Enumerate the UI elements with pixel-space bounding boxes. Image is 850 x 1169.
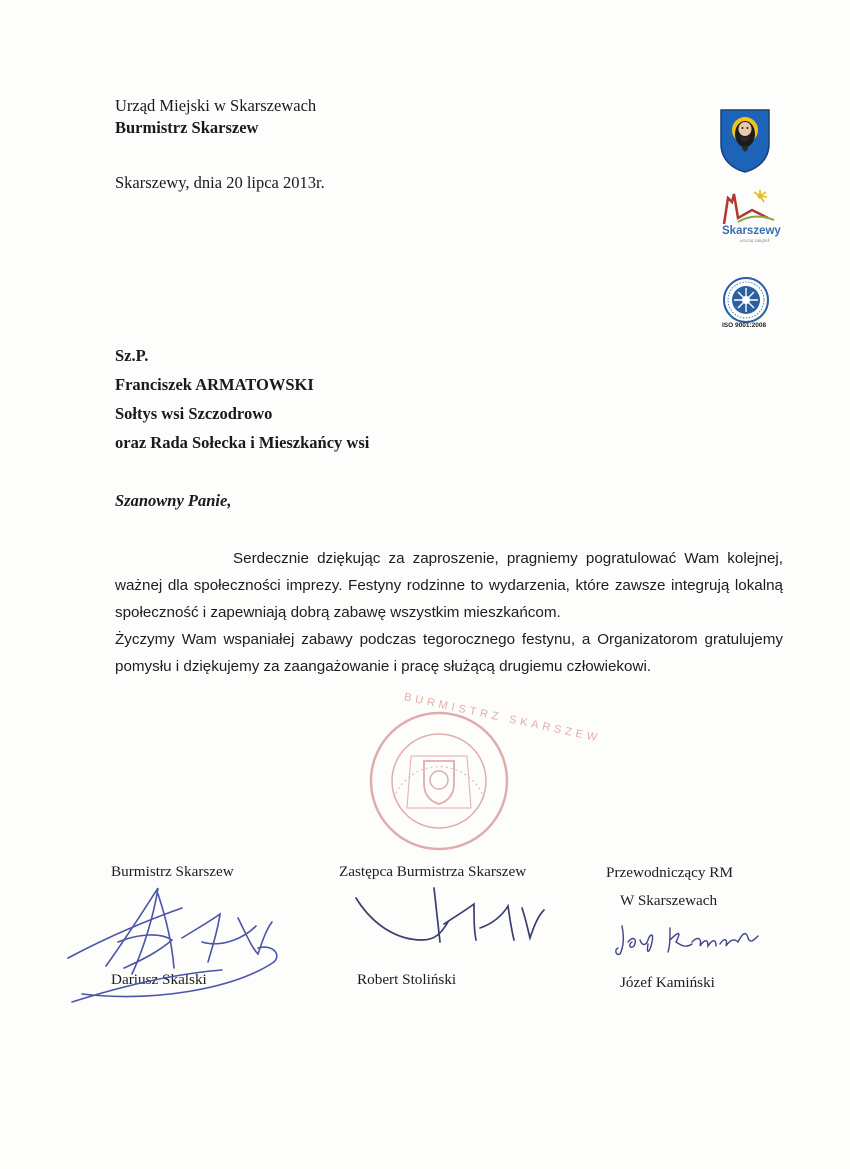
town-logo [718,188,788,248]
recipient-honorific: Sz.P. [115,346,149,365]
signatory-2-title: Zastępca Burmistrza Skarszew [339,863,527,880]
town-logo-tagline: urocza zakątek [740,239,770,244]
town-skyline-icon [718,188,788,226]
town-logo-text: Skarszewy [722,225,781,237]
signatory-3-title-line2: W Skarszewach [620,892,718,909]
date-line: Skarszewy, dnia 20 lipca 2013r. [115,173,325,192]
signature-3-icon [612,920,762,960]
signatory-3-name: Józef Kamiński [620,974,715,991]
body-paragraph-1: Serdecznie dziękując za zaproszenie, pragniemy pogratulować Wam kolejnej, ważnej dla społeczności imprezy. Festyny rodzinne to wydarzenia, które zawsze integrują lokalną społeczność i zapewniają dobrą zabawę wszystkim mieszkańcom. [115,550,783,621]
recipient-name: Franciszek ARMATOWSKI [115,375,314,394]
letter-body [115,545,783,680]
signature-1-icon [62,878,290,1006]
recipient-council: oraz Rada Sołecka i Mieszkańcy wsi [115,433,370,452]
stamp-ring-text: BURMISTRZ SKARSZEW [402,691,603,745]
signatory-3-title: Przewodniczący RM [606,864,733,881]
signatory-1-name: Dariusz Skalski [111,971,207,988]
recipient-role: Sołtys wsi Szczodrowo [115,404,273,423]
mayor-title: Burmistrz Skarszew [115,118,259,137]
signatory-1-title: Burmistrz Skarszew [111,863,234,880]
salutation: Szanowny Panie, [115,491,232,510]
signatory-2-name: Robert Stoliński [357,971,457,988]
iso-certification-icon [722,276,770,324]
official-stamp-icon [366,708,512,854]
recipient-block [115,341,369,457]
signature-2-icon [352,884,552,950]
office-name: Urząd Miejski w Skarszewach [115,96,317,115]
iso-label: ISO 9001:2008 [722,322,767,329]
letter-header [115,95,316,139]
coat-of-arms-icon [719,108,771,174]
body-paragraph-2: Życzymy Wam wspaniałej zabawy podczas tegorocznego festynu, a Organizatorom gratulujemy pomysłu i dziękujemy za zaangażowanie i pracę służącą drugiemu człowiekowi. [115,631,783,675]
